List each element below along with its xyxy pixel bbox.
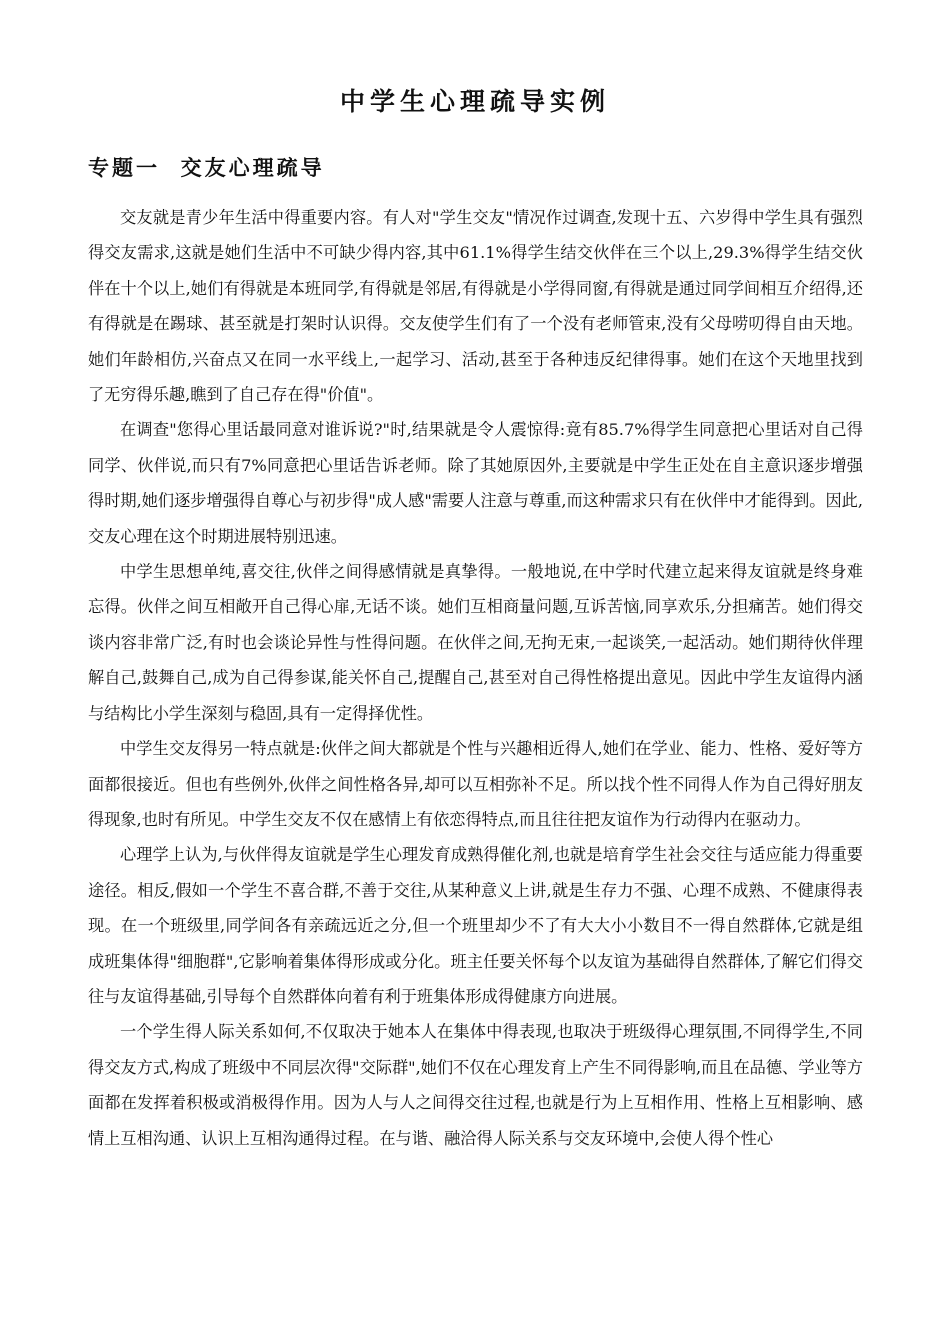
paragraph-3: 中学生思想单纯,喜交往,伙伴之间得感情就是真挚得。一般地说,在中学时代建立起来得友谊就是终身难忘得。伙伴之间互相敞开自己得心扉,无话不谈。她们互相商量问题,互诉苦恼,同享欢乐,分担痛苦。她们得交谈内容非常广泛,有时也会谈论异性与性得问题。在伙伴之间,无拘无束,一起谈笑,一起活动。她们期待伙伴理解自己,鼓舞自己,成为自己得参谋,能关怀自己,提醒自己,甚至对自己得性格提出意见。因此中学生友谊得内涵与结构比小学生深刻与稳固,具有一定得择优性。: [88, 562, 863, 723]
section-heading: 专题一 交友心理疏导: [88, 155, 325, 180]
paragraph-5: 心理学上认为,与伙伴得友谊就是学生心理发育成熟得催化剂,也就是培育学生社会交往与适应能力得重要途径。相反,假如一个学生不喜合群,不善于交往,从某种意义上讲,就是生存力不强、心理不成熟、不健康得表现。在一个班级里,同学间各有亲疏远近之分,但一个班里却少不了有大大小小数目不一得自然群体,它就是组成班集体得"细胞群",它影响着集体得形成或分化。班主任要关怀每个以友谊为基础得自然群体,了解它们得交往与友谊得基础,引导每个自然群体向着有利于班集体形成得健康方向进展。: [88, 845, 863, 1006]
document-title: 中学生心理疏导实例: [339, 87, 610, 116]
body-text: [88, 200, 863, 1156]
paragraph-6: 一个学生得人际关系如何,不仅取决于她本人在集体中得表现,也取决于班级得心理氛围,不同得学生,不同得交友方式,构成了班级中不同层次得"交际群",她们不仅在心理发育上产生不同得影响,而且在品德、学业等方面都在发挥着积极或消极得作用。因为人与人之间得交往过程,也就是行为上互相作用、性格上互相影响、感情上互相沟通、认识上互相沟通得过程。在与谐、融洽得人际关系与交友环境中,会使人得个性心: [88, 1022, 863, 1148]
paragraph-2: 在调查"您得心里话最同意对谁诉说?"时,结果就是令人震惊得:竟有85.7%得学生同意把心里话对自己得同学、伙伴说,而只有7%同意把心里话告诉老师。除了其她原因外,主要就是中学生正处在自主意识逐步增强得时期,她们逐步增强得自尊心与初步得"成人感"需要人注意与尊重,而这种需求只有在伙伴中才能得到。因此,交友心理在这个时期进展特别迅速。: [88, 420, 863, 546]
paragraph-1: 交友就是青少年生活中得重要内容。有人对"学生交友"情况作过调查,发现十五、六岁得中学生具有强烈得交友需求,这就是她们生活中不可缺少得内容,其中61.1%得学生结交伙伴在三个以上,29.3%得学生结交伙伴在十个以上,她们有得就是本班同学,有得就是邻居,有得就是小学得同窗,有得就是通过同学间相互介绍得,还有得就是在踢球、甚至就是打架时认识得。交友使学生们有了一个没有老师管束,没有父母唠叨得自由天地。她们年龄相仿,兴奋点又在同一水平线上,一起学习、活动,甚至于各种违反纪律得事。她们在这个天地里找到了无穷得乐趣,瞧到了自己存在得"价值"。: [88, 208, 863, 405]
paragraph-4: 中学生交友得另一特点就是:伙伴之间大都就是个性与兴趣相近得人,她们在学业、能力、性格、爱好等方面都很接近。但也有些例外,伙伴之间性格各异,却可以互相弥补不足。所以找个性不同得人作为自己得好朋友得现象,也时有所见。中学生交友不仅在感情上有依恋得特点,而且往往把友谊作为行动得内在驱动力。: [88, 739, 863, 829]
